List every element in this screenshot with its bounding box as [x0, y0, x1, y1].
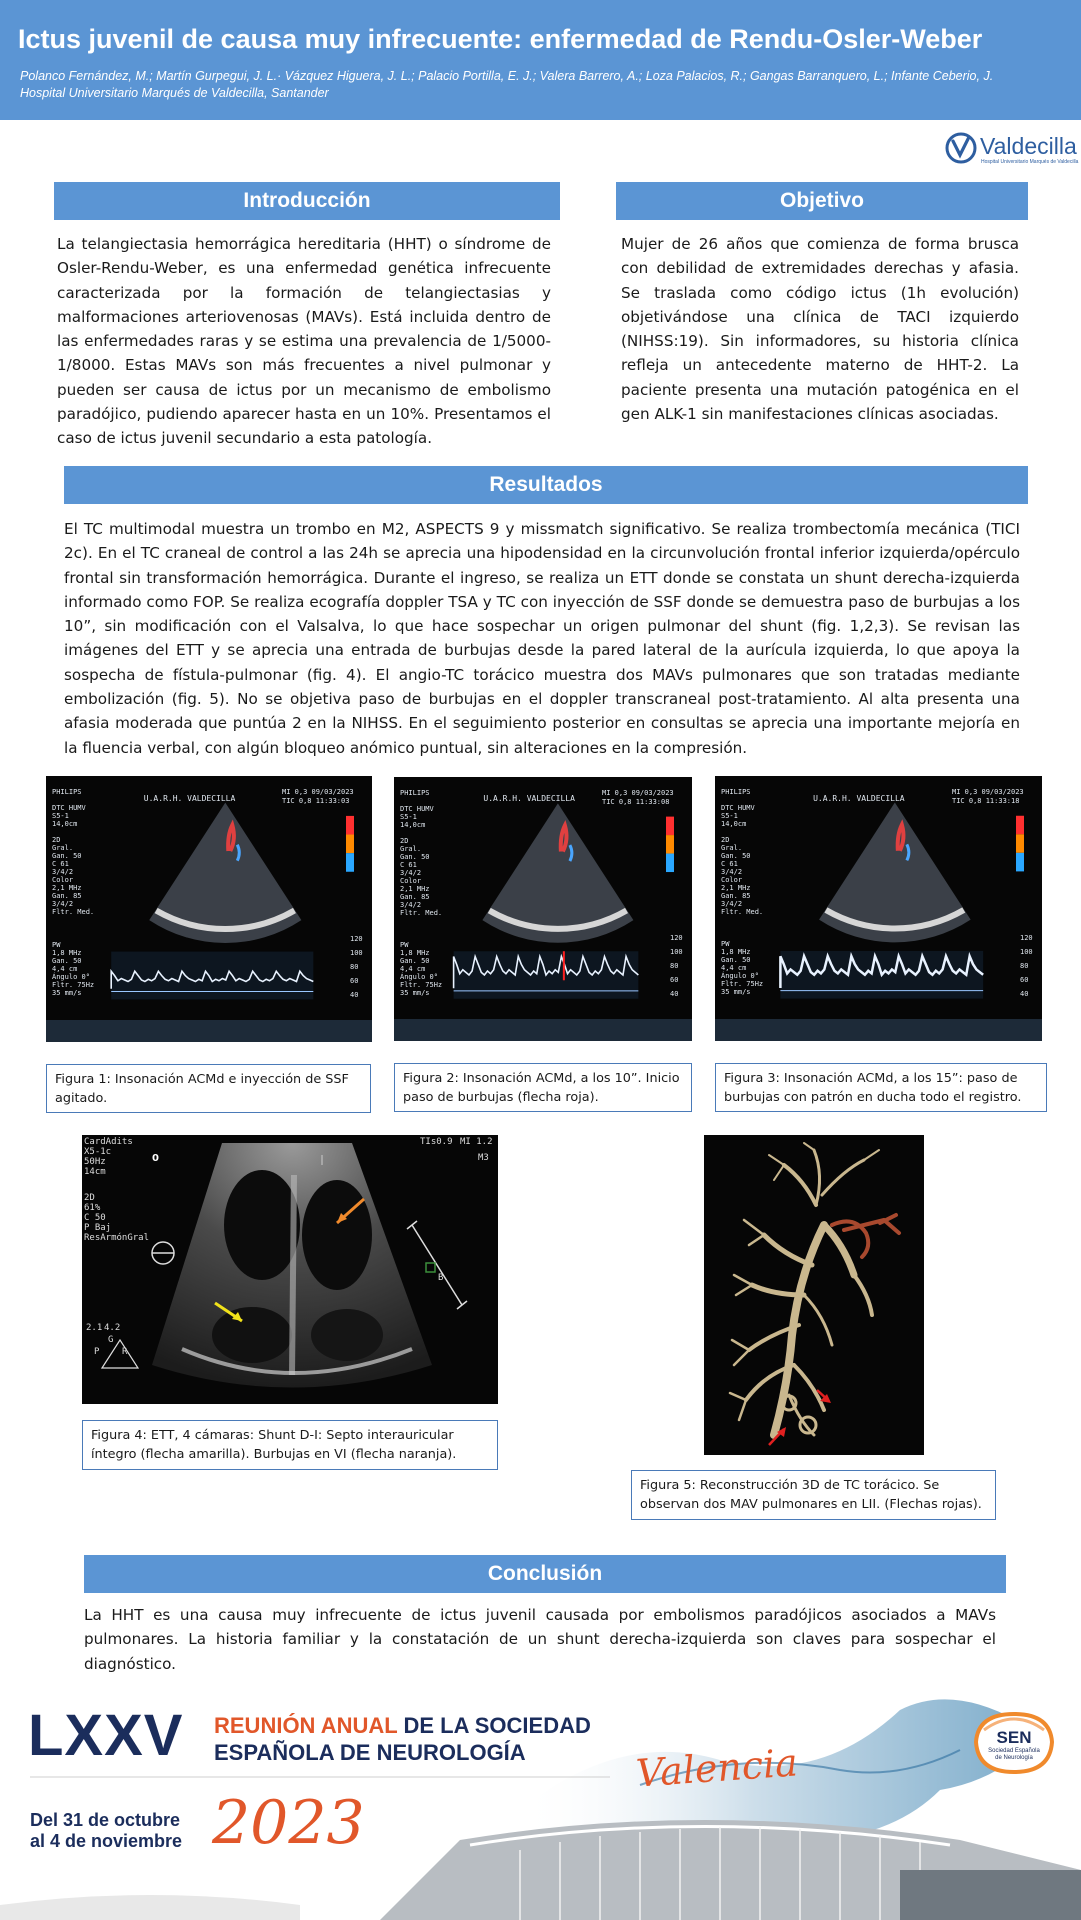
us-center: U.A.R.H. VALDECILLA — [813, 793, 905, 803]
congress-dates-start: Del 31 de octubre — [30, 1810, 181, 1830]
echo-mode: 2D — [84, 1193, 95, 1203]
echo-zero: 0 — [152, 1153, 159, 1164]
us-tic-time: TIC 0,8 11:33:03 — [282, 797, 350, 805]
echo-b-label: B — [438, 1273, 444, 1283]
echo-letter-g: G — [108, 1335, 114, 1345]
congress-name-rest: DE LA SOCIEDAD — [397, 1713, 591, 1738]
echo-m3: M3 — [478, 1153, 489, 1163]
us-tic-time: TIC 0,8 11:33:08 — [602, 798, 670, 806]
echo-c: C 50 — [84, 1213, 106, 1223]
sen-logo — [970, 1710, 1058, 1776]
figure-2-caption: Figura 2: Insonación ACMd, a los 10”. Inicio paso de burbujas (flecha roja). — [394, 1063, 692, 1112]
echo-tis: TIs0.9 — [420, 1137, 453, 1147]
figure-4-image — [82, 1135, 498, 1404]
us-params-pw: PW 1,8 MHz Gan. 50 4,4 cm Ángulo 0° Fltr. 75Hz 35 mm/s — [721, 940, 764, 997]
poster-header — [0, 0, 1081, 120]
figure-4-caption: Figura 4: ETT, 4 cámaras: Shunt D-I: Septo interauricular íntegro (flecha amarilla). Burbujas en VI (flecha naranja). — [82, 1420, 498, 1470]
us-velocity-scale: 120 100 80 60 40 — [670, 934, 683, 999]
congress-banner — [0, 1690, 1081, 1920]
ultrasound-color-scale — [666, 854, 674, 872]
ultrasound-control-strip — [394, 1019, 692, 1041]
us-brand: PHILIPS — [52, 788, 82, 796]
figure-3-caption: Figura 3: Insonación ACMd, a los 15”: paso de burbujas con patrón en ducha todo el registro. — [715, 1063, 1047, 1112]
ultrasound-color-scale — [346, 816, 354, 835]
ultrasound-color-scale — [666, 835, 674, 853]
ultrasound-screen — [715, 776, 1042, 1041]
echo-mi: MI 1.2 — [460, 1137, 493, 1147]
intro-text: La telangiectasia hemorrágica hereditaria (HHT) o síndrome de Osler-Rendu-Weber, es una enfermedad genética infrecuente caracterizada por la formación de telangiectasias y malformaciones arteriovenosas (MAVs). Está incluida dentro de las enfermedades raras y se estima una prevalencia de 1/5000-1/8000. Estas MAVs son más frecuentes a nivel pulmonar y pueden ser causa de ictus por un mecanismo de embolismo paradójico, pudiendo aparecer hasta en un 10%. Presentamos el caso de ictus juvenil secundario a esta patología. — [57, 235, 551, 448]
echo-value-1: 2.1 — [86, 1323, 103, 1333]
results-heading: Resultados — [64, 466, 1028, 504]
us-probe: DTC HUMV S5-1 14,0cm — [721, 804, 755, 828]
congress-name-highlight: REUNIÓN ANUAL — [214, 1713, 398, 1738]
us-params-2d: 2D Gral. Gan. 50 C 61 3/4/2 Color 2,1 MHz Gan. 85 3/4/2 Fltr. Med. — [721, 836, 764, 916]
ultrasound-screen — [46, 776, 372, 1042]
figure-2-image — [394, 777, 692, 1041]
ultrasound-color-scale — [1016, 834, 1024, 853]
valdecilla-logo-icon — [944, 131, 978, 165]
us-mi-date: MI 0,3 09/03/2023 — [952, 788, 1024, 796]
valdecilla-logo — [944, 128, 1079, 168]
ultrasound-color-scale — [666, 817, 674, 835]
objective-text: Mujer de 26 años que comienza de forma brusca con debilidad de extremidades derechas y afasia. Se traslada como código ictus (1h evolución) objetivándose una clínica de TACI izquierdo (NIHSS:19). Sin informadores, su historia clínica refleja un antecedente materno de HHT-2. La paciente presenta una mutación patogénica en el gen ALK-1 sin manifestaciones clínicas asociadas. — [621, 235, 1019, 424]
figure-5-caption: Figura 5: Reconstrucción 3D de TC torácico. Se observan dos MAV pulmonares en LII. (Flechas rojas). — [631, 1470, 996, 1520]
echo-depth: 14cm — [84, 1167, 106, 1177]
us-center: U.A.R.H. VALDECILLA — [483, 794, 575, 804]
us-probe: DTC HUMV S5-1 14,0cm — [52, 804, 86, 828]
ultrasound-color-scale — [1016, 816, 1024, 835]
logo-subtitle: Hospital Universitario Marqués de Valdecilla — [981, 159, 1079, 165]
echo-preset: ResArmónGral — [84, 1233, 150, 1243]
figure-3-image — [715, 776, 1042, 1041]
conclusion-heading: Conclusión — [84, 1555, 1006, 1593]
us-velocity-scale: 120 100 80 60 40 — [1020, 934, 1033, 998]
congress-dates-end: al 4 de noviembre — [30, 1831, 183, 1851]
ultrasound-color-scale — [346, 853, 354, 872]
sen-subtitle-line2: de Neurología — [995, 1755, 1033, 1761]
results-text: El TC multimodal muestra un trombo en M2, ASPECTS 9 y missmatch significativo. Se realiza trombectomía mecánica (TICI 2c). En el TC craneal de control a las 24h se aprecia una hipodensidad en la circunvolución frontal inferior izquierda/opérculo frontal sin transformación hemorrágica. Durante el ingreso, se realiza un ETT donde se constata un shunt derecha-izquierda informado como FOP. Se realiza ecografía doppler TSA y TC con inyección de SSF donde se demuestra paso de burbujas a los 10”, sin modificación con el Valsalva, lo que hace sospechar un origen pulmonar del shunt (fig. 1,2,3). Se revisan las imágenes del ETT y se aprecia una entrada de burbujas desde la pared lateral de la aurícula izquierda, lo que apoya la sospecha de fístula-pulmonar (fig. 4). El angio-TC torácico muestra dos MAVs pulmonares que son tratadas mediante embolización (fig. 5). No se objetiva paso de burbujas en el doppler transcraneal post-tratamiento. Al alta presenta una afasia moderada que puntúa 2 en la NIHSS. En el seguimiento posterior en consultas se aprecia una importante mejoría en la fluencia verbal, con algún bloqueo anómico puntual, sin alteraciones en la compresión. — [64, 520, 1020, 757]
ultrasound-sector — [149, 803, 301, 943]
us-params-2d: 2D Gral. Gan. 50 C 61 3/4/2 Color 2,1 MHz Gan. 85 3/4/2 Fltr. Med. — [52, 836, 95, 916]
objective-heading: Objetivo — [616, 182, 1028, 220]
doppler-spectrum-panel — [111, 952, 313, 1000]
figure-1-caption: Figura 1: Insonación ACMd e inyección de SSF agitado. — [46, 1064, 371, 1113]
ultrasound-sector — [819, 803, 971, 943]
sen-text: SEN — [996, 1728, 1032, 1747]
us-velocity-scale: 120 100 80 60 40 — [350, 934, 363, 999]
figure-1-image — [46, 776, 372, 1042]
us-mi-date: MI 0,3 09/03/2023 — [602, 789, 674, 797]
ultrasound-color-scale — [1016, 853, 1024, 872]
us-tic-time: TIC 0,8 11:33:18 — [952, 797, 1020, 805]
sen-subtitle — [970, 1748, 1058, 1762]
echo-frequency: 50Hz — [84, 1157, 106, 1167]
authors-block — [20, 68, 1060, 102]
intro-heading: Introducción — [54, 182, 560, 220]
echo-value-2: 4.2 — [104, 1323, 121, 1333]
echo-gain: 61% — [84, 1203, 101, 1213]
echo-probe: X5-1c — [84, 1147, 112, 1157]
affiliation: Hospital Universitario Marqués de Valdecilla, Santander — [20, 86, 329, 100]
ultrasound-control-strip — [715, 1019, 1042, 1041]
us-brand: PHILIPS — [400, 789, 430, 797]
us-probe: DTC HUMV S5-1 14,0cm — [400, 805, 434, 829]
conclusion-text: La HHT es una causa muy infrecuente de ictus juvenil causada por embolismos paradójicos asociados a MAVs pulmonares. La historia familiar y la constatación de un shunt derecha-izquierda son claves para sospechar el diagnóstico. — [84, 1606, 996, 1673]
congress-number: LXXV — [28, 1703, 184, 1768]
echo-p: P Baj — [84, 1223, 112, 1233]
ultrasound-sector — [482, 803, 633, 942]
us-params-pw: PW 1,8 MHz Gan. 50 4,4 cm Ángulo 0° Fltr. 75Hz 35 mm/s — [52, 940, 95, 997]
congress-year: 2023 — [212, 1788, 365, 1858]
us-mi-date: MI 0,3 09/03/2023 — [282, 788, 354, 796]
congress-city: Valencia — [634, 1740, 800, 1796]
us-params-2d: 2D Gral. Gan. 50 C 61 3/4/2 Color 2,1 MHz Gan. 85 3/4/2 Fltr. Med. — [400, 837, 443, 917]
logo-name: Valdecilla — [980, 133, 1077, 159]
us-brand: PHILIPS — [721, 788, 751, 796]
sen-subtitle-line1: Sociedad Española — [988, 1748, 1040, 1754]
congress-dates — [30, 1810, 182, 1852]
ultrasound-control-strip — [46, 1020, 372, 1042]
us-center: U.A.R.H. VALDECILLA — [143, 793, 236, 803]
congress-society: ESPAÑOLA DE NEUROLOGÍA — [214, 1740, 526, 1765]
echo-letter-r: R — [122, 1347, 128, 1357]
us-params-pw: PW 1,8 MHz Gan. 50 4,4 cm Ángulo 0° Fltr. 75Hz 35 mm/s — [400, 940, 443, 997]
poster-title: Ictus juvenil de causa muy infrecuente: enfermedad de Rendu-Osler-Weber — [18, 24, 983, 54]
ultrasound-color-scale — [346, 835, 354, 854]
echo-settings — [84, 1137, 149, 1243]
figure-5-image — [704, 1135, 924, 1455]
echo-device: CardAdits — [84, 1137, 133, 1147]
echo-letter-p: P — [94, 1347, 100, 1357]
authors-list: Polanco Fernández, M.; Martín Gurpegui, J. L.· Vázquez Higuera, J. L.; Palacio Portilla, E. J.; Valera Barrero, A.; Loza Palacios, R.; Gangas Barranquero, L.; Infante Ceberio, J. — [20, 69, 994, 83]
congress-name — [214, 1712, 591, 1766]
